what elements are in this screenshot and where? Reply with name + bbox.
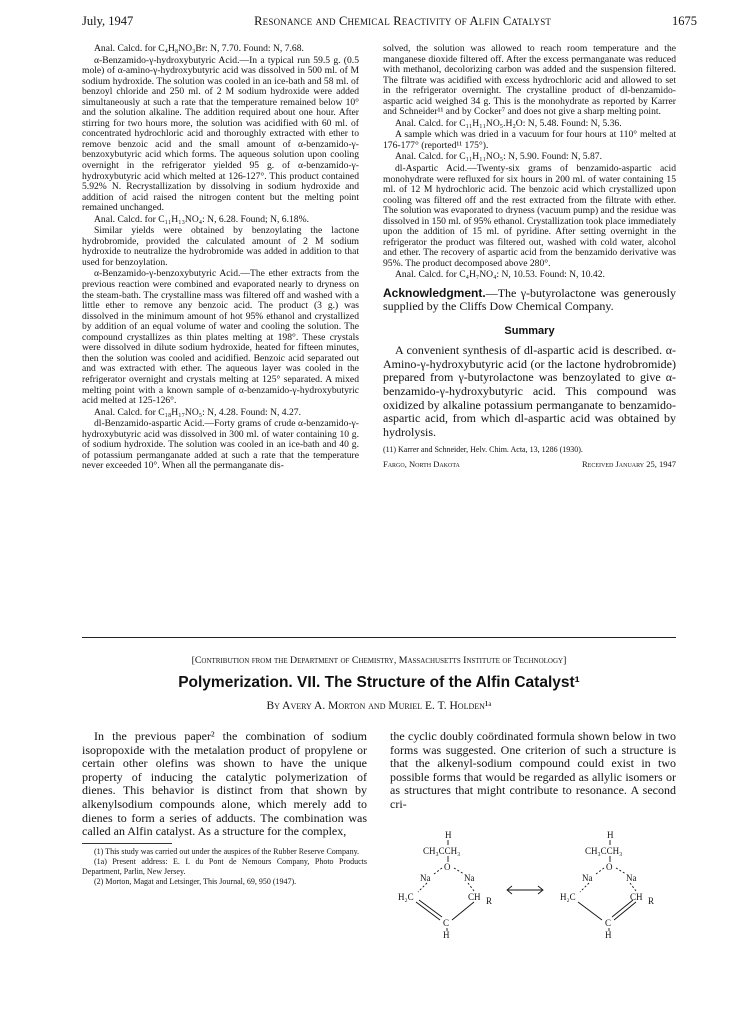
resonance-structure-diagram [390,828,676,938]
paragraph: the cyclic doubly coördinated formula shown below in two forms was suggested. One criterion of such a structure is that the alkenyl-sodium compound could exist in two possible forms that would be regarded as allylic isomers or as structures that might contribute to resonance. A second cri- [390,729,676,811]
label-ch: CH [468,892,481,902]
summary-heading: Summary [504,324,555,337]
label-h: H [443,930,450,938]
resonance-arrow [507,886,543,894]
paragraph: dl-Benzamido-aspartic Acid.—Forty grams of crude α-benzamido-γ-hydroxybutyric acid was dissolved in 300 ml. of water containing 10 g. of sodium hydroxide. The solution was cooled in an ice-bath and 40 g. of potassium permanganate added at such a rate that the temperature never exceeded 10°. When all the permanganate dis- [82,418,359,472]
article-authors: By Avery A. Morton and Muriel E. T. Holden¹ᵃ [266,700,492,712]
label-h: H [605,930,612,938]
contribution-line: [Contribution from the Department of Chemistry, Massachusetts Institute of Technology] [191,655,567,666]
label-sodium: Na [582,873,593,883]
label-methylene: H₂C [398,892,414,902]
label-methylene: H₂C [560,892,576,902]
bond-double [614,902,636,920]
paragraph: Anal. Calcd. for C₁₁H₁₁NO₅: N, 5.90. Found: N, 5.87. [395,151,602,163]
paragraph: Anal. Calcd. for C₄H₇NO₄: N, 10.53. Found: N, 10.42. [395,269,605,281]
label-isopropyl: CH₃CCH₃ [585,846,623,856]
bottom-right-column [390,730,676,812]
structure-right [560,830,654,938]
paragraph: solved, the solution was allowed to reach room temperature and the manganese dioxide filtered off. After the excess permanganate was reduced with methanol, decolorizing carbon was added and the suspension filtered. The filtrate was acidified with excess hydrochloric acid and allowed to set in the refrigerator overnight. The crystalline product of dl-benzamido-aspartic acid weighed 34 g. This is the monohydrate as reported by Karrer and Schneider¹¹ and by Cocker⁷ and does not give a sharp melting point. [383,44,676,118]
top-right-column [383,44,676,619]
bond-double [419,900,442,917]
bond-dashed [616,868,626,874]
bottom-left-column [82,730,367,887]
header-page-number: 1675 [671,14,697,28]
label-ch: CH [630,892,643,902]
footnote-2: (2) Morton, Magat and Letsinger, This Journal, 69, 950 (1947). [94,877,297,887]
received-date: Received January 25, 1947 [582,459,676,470]
paragraph: Anal. Calcd. for C₄H₈NO₃Br: N, 7.70. Found: N, 7.68. [94,44,304,54]
section-divider [82,637,676,638]
top-left-column [82,44,359,619]
paragraph: Anal. Calcd. for C₁₁H₁₁NO₅.H₂O: N, 5.48. Found: N, 5.36. [395,117,622,129]
location-line [383,459,676,470]
label-sodium: Na [626,873,637,883]
structure-left [398,830,492,938]
bond [452,902,474,920]
bond-dashed [630,883,636,891]
bond-dashed [418,883,427,892]
label-sodium: Na [420,873,431,883]
bond [578,902,602,920]
label-r: R [486,896,493,906]
label-isopropyl: CH₃CCH₃ [423,846,461,856]
bond-dashed [580,883,589,892]
paragraph: Anal. Calcd. for C₁₈H₁₇NO₅: N, 4.28. Found: N, 4.27. [94,406,301,418]
paragraph: dl-Aspartic Acid.—Twenty-six grams of benzamido-aspartic acid monohydrate were refluxed for six hours in 200 ml. of water containing 15 ml. of 12 M hydrochloric acid. The benzoic acid which crystallized upon cooling was filtered off and the rest extracted from the filtrate with ether. The solution was evaporated to dryness (vacuum pump) and the residue was dissolved in 150 ml. of 95% ethanol. Crystallization took place immediately upon the addition of 15 ml. of pyridine. After setting overnight in the refrigerator the product was filtered out, washed with cold water, alcohol and ether. The recovery of aspartic acid from the benzamido derivative was 95%. The product decomposed above 280°. [383,163,676,269]
label-r: R [648,896,655,906]
bond-dashed [468,883,474,891]
footnote-11: (11) Karrer and Schneider, Helv. Chim. Acta, 13, 1286 (1930). [383,445,583,455]
label-oxygen: O [606,862,613,872]
label-h: H [445,830,452,840]
bond-double [612,900,633,917]
paragraph: Similar yields were obtained by benzoylating the lactone hydrobromide, provided the calculated amount of 2 M sodium hydroxide to neutralize the hydrobromide was added in addition to that used for benzoylation. [82,225,359,268]
bond-double [416,902,440,920]
paragraph: Anal. Calcd. for C₁₁H₁₃NO₄: N, 6.28. Found; N, 6.18%. [94,213,309,225]
label-sodium: Na [464,873,475,883]
running-header [82,14,697,32]
acknowledgment-label: Acknowledgment. [383,286,486,301]
bond-dashed [454,868,464,874]
label-oxygen: O [444,862,451,872]
footnote-divider [82,843,172,844]
paragraph: α-Benzamido-γ-benzoxybutyric Acid.—The ether extracts from the previous reaction were combined and evaporated nearly to dryness on the steam-bath. The crystalline mass was filtered off and washed with a little ether to remove any benzoic acid. The product (3 g.) was dissolved in the minimum amount of hot 95% ethanol and crystallized by addition of an equal volume of water and cooling the solution. The compound crystallizes as thin plates melting at 198°. These crystals were dissolved in dilute sodium hydroxide, heated for fifteen minutes, then the solution was cooled and acidified. Benzoic acid separated out and was extracted with ether. The aqueous layer was cooled in the refrigerator overnight and crystals melting at 125° separated. A mixed melting point with a known sample of α-benzamido-γ-hydroxybutyric acid melted at 125-126°. [82,268,359,407]
footnote-1: (1) This study was carried out under the auspices of the Rubber Reserve Company. [94,846,360,856]
location: Fargo, North Dakota [383,459,460,470]
intro-paragraph: In the previous paper² the combination of sodium isopropoxide with the metalation product of propylene or certain other olefins was shown to have the unique property of inducing the catalytic polymerization of dienes. This behavior is distinct from that shown by alkenylsodium compounds alone, which merely add to dienes to form a series of adducts. The combination was called an Alfin catalyst. As a structure for the complex, [82,729,367,839]
label-carbon: C [443,918,450,928]
article-title: Polymerization. VII. The Structure of the Alfin Catalyst¹ [178,674,580,691]
label-carbon: C [605,918,612,928]
bond-dashed [434,868,442,874]
acknowledgment [383,287,676,314]
bond-dashed [596,868,604,874]
header-running-title: Resonance and Chemical Reactivity of Alfin Catalyst [254,14,552,28]
summary-text: A convenient synthesis of dl-aspartic acid is described. α-Amino-γ-hydroxybutyric acid (or the lactone hydrobromide) prepared from γ-butyrolactone was benzoylated to give α-benzamido-γ-hydroxybutyric acid. This compound was oxidized by alkaline potassium permanganate to benzamido-aspartic acid, from which dl-aspartic acid was obtained by hydrolysis. [383,343,676,439]
acknowledgment-text: —The γ-butyrolactone was generously supplied by the Cliffs Dow Chemical Company. [383,286,676,314]
paragraph: A sample which was dried in a vacuum for four hours at 110° melted at 176-177° (reported¹¹ 175°). [383,129,676,151]
header-date: July, 1947 [82,14,134,28]
label-h: H [607,830,614,840]
paragraph: α-Benzamido-γ-hydroxybutyric Acid.—In a typical run 59.5 g. (0.5 mole) of α-amino-γ-hydroxybutyric acid was dissolved in 500 ml. of M sodium hydroxide. The solution was cooled in an ice-bath and 58 ml. of benzoyl chloride and 250 ml. of 2 M sodium hydroxide were added simultaneously at such a rate that the temperature remained below 10° and the solution alkaline. The addition required about one hour. After stirring for two hours more, the solution was acidified with 60 ml. of concentrated hydrochloric acid and thoroughly extracted with ether to remove benzoic acid and the small amount of α-benzamido-γ-benzoxybutyric acid which forms. The aqueous solution upon cooling overnight in the refrigerator yielded 95 g. of α-benzamido-γ-hydroxybutyric acid which melted at 126-127°. This product contained 5.92% N. Recrystallization by dissolving in sodium hydroxide and addition of acid raised the nitrogen content but the melting point remained unchanged. [82,54,359,214]
footnote-1a: (1a) Present address: E. I. du Pont de Nemours Company, Photo Products Department, Parlin, New Jersey. [82,857,367,876]
